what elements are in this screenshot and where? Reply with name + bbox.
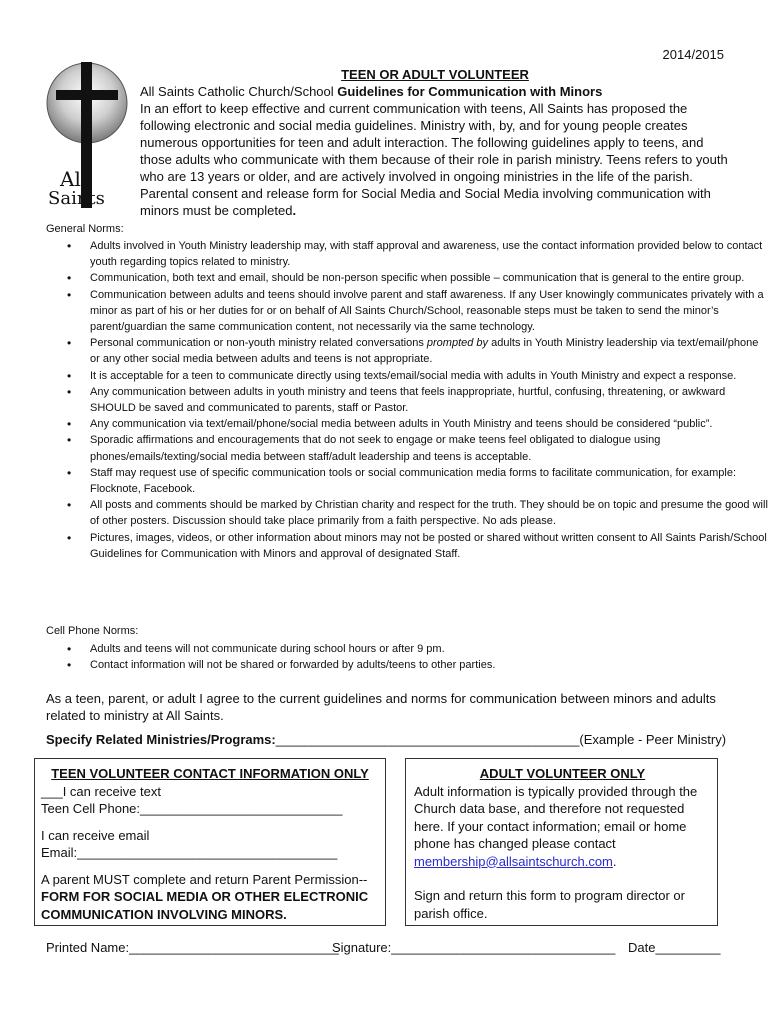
- form-name-line1: FORM FOR SOCIAL MEDIA OR OTHER ELECTRONIC: [41, 889, 369, 904]
- document-header: [140, 66, 730, 219]
- email-check-field[interactable]: I can receive email: [41, 827, 150, 843]
- general-norms-label: General Norms:: [46, 223, 124, 235]
- intro-text: In an effort to keep effective and current communication with teens, All Saints has proposed the following electronic and social media guidelines. Ministry with, by, and for young people creates numerous opportunities for teen and adult interaction. The following guidelines apply to teens, and those adults who communicate with them because of their role in parish ministry. Teens refers to youth who are 13 years or older, and are actively involved in ongoing ministries in the life of the parish. Parental consent and release form for Social Media and Social Media involving communication with minors must be completed: [140, 101, 728, 218]
- adult-box-title: ADULT VOLUNTEER ONLY: [479, 766, 646, 781]
- form-name-line2: COMMUNICATION INVOLVING MINORS.: [41, 906, 287, 922]
- adult-info-body: Adult information is typically provided through the Church data base, and therefore not requested here. If your contact information; email or home phone has changed please contact: [414, 783, 698, 851]
- date-field[interactable]: Date_________: [628, 940, 721, 955]
- teen-box-title: TEEN VOLUNTEER CONTACT INFORMATION ONLY: [51, 766, 369, 781]
- email-field[interactable]: Email:____________________________________: [41, 845, 338, 860]
- parent-permission-note: A parent MUST complete and return Parent Permission--: [41, 871, 368, 887]
- subtitle-plain: All Saints Catholic Church/School: [140, 84, 338, 99]
- adult-volunteer-box: [405, 758, 718, 926]
- signature-field[interactable]: Signature:_______________________________: [332, 940, 616, 955]
- subtitle: [140, 83, 730, 100]
- intro-paragraph: [140, 100, 730, 219]
- all-saints-cross-logo: [46, 58, 128, 208]
- link-period: .: [612, 853, 617, 869]
- document-year: 2014/2015: [662, 47, 724, 62]
- sign-return-note: Sign and return this form to program director or parish office.: [414, 888, 685, 921]
- list-item: [90, 335, 770, 367]
- subtitle-bold: Guidelines for Communication with Minors: [337, 84, 603, 99]
- list-item: • Adults involved in Youth Ministry leadership may, with staff approval and awareness, use the contact information provided below to contact youth regarding topics related to ministry.: [90, 238, 770, 270]
- list-item: • Any communication between adults in youth ministry and teens that feels inappropriate, hurtful, confusing, threatening, or awkward SHOULD be saved and communicated to parents, staff or Pastor.: [90, 384, 770, 416]
- specify-label: Specify Related Ministries/Programs:: [46, 732, 276, 747]
- teen-cell-phone-field[interactable]: Teen Cell Phone:____________________________: [41, 801, 343, 816]
- list-item: • All posts and comments should be marked by Christian charity and respect for the truth. They should be on topic and presume the good will of other posters. Discussion should take place primarily from a faith perspective. No ads please.: [90, 497, 770, 529]
- list-item: • Sporadic affirmations and encouragements that do not seek to engage or make teens feel obligated to dialogue using phones/emails/texting/social media between staff/adult leadership and teens is acceptable.: [90, 432, 770, 464]
- text-check-field[interactable]: ___I can receive text: [41, 783, 161, 799]
- list-item: • It is acceptable for a teen to communicate directly using texts/email/social media with adults in Youth Ministry and expect a response.: [90, 368, 770, 384]
- specify-ministries-row: [46, 732, 726, 747]
- list-item: • Communication between adults and teens should involve parent and staff awareness. If any User knowingly communicates privately with a minor as part of his or her duties for or on behalf of All Saints Church/School, reasonable steps must be taken to send the minor’s parent/guardian the same communication content, not necessarily via the same technology.: [90, 287, 770, 336]
- item-text-italic: prompted by: [426, 337, 489, 350]
- cell-phone-norms-list: [46, 641, 770, 673]
- list-item: • Communication, both text and email, should be non-person specific when possible – communication that is general to the entire group.: [90, 270, 770, 286]
- item-text: Personal communication or non-youth ministry related conversations: [90, 337, 427, 350]
- item-text: adults in Youth Ministry leadership via text/email/phone or any other social media between adults and teens is not appropriate.: [90, 337, 759, 366]
- specify-example: (Example - Peer Ministry): [579, 732, 727, 747]
- logo-text-saints: Saints: [48, 188, 105, 208]
- list-item: • Contact information will not be shared or forwarded by adults/teens to other parties.: [90, 657, 770, 673]
- printed-name-field[interactable]: Printed Name:_____________________________: [46, 940, 339, 955]
- general-norms-list: [46, 238, 770, 562]
- specify-blank-field[interactable]: __________________________________________: [275, 732, 580, 747]
- list-item: • Pictures, images, videos, or other information about minors may not be posted or shared without written consent to All Saints Parish/School Guidelines for Communication with Minors and approval of designated Staff.: [90, 530, 770, 562]
- page-title: TEEN OR ADULT VOLUNTEER: [341, 67, 529, 82]
- list-item: • Any communication via text/email/phone/social media between adults in Youth Ministry and teens should be considered “public”.: [90, 416, 770, 432]
- intro-period: .: [292, 203, 297, 218]
- teen-contact-box: [34, 758, 386, 926]
- cell-phone-norms-label: Cell Phone Norms:: [46, 625, 139, 637]
- list-item: • Staff may request use of specific communication tools or social communication media forms to facilitate communication, for example: Flocknote, Facebook.: [90, 465, 770, 497]
- membership-email-link[interactable]: membership@allsaintschurch.com: [414, 853, 613, 869]
- logo-text-all: All: [60, 167, 88, 191]
- list-item: • Adults and teens will not communicate during school hours or after 9 pm.: [90, 641, 770, 657]
- adult-info-text: [414, 783, 711, 871]
- agreement-statement: As a teen, parent, or adult I agree to the current guidelines and norms for communication between minors and adults related to ministry at All Saints.: [46, 691, 716, 723]
